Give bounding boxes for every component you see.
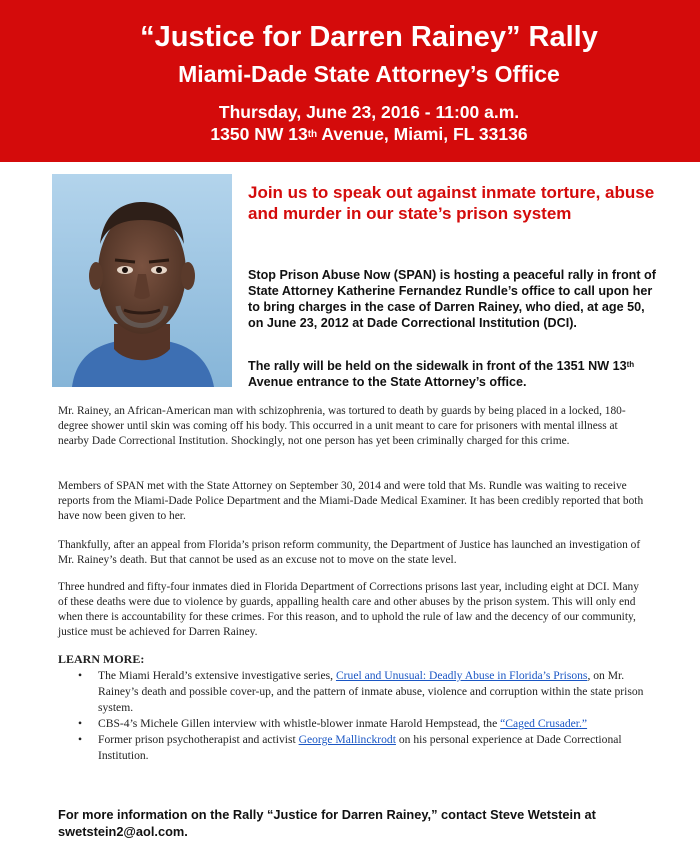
portrait-photo — [52, 174, 232, 387]
bullet-icon: • — [78, 733, 83, 746]
paragraph: Members of SPAN met with the State Attorney on September 30, 2014 and were told that Ms. Rundle was waiting to receive reports from the Miami-Dade Police Department and the Miami-Dade Medical Examiner. It has been credibly reported that both have now been given to her. — [58, 480, 644, 522]
bullet-icon: • — [78, 717, 83, 730]
bullet-icon: • — [78, 669, 83, 682]
rally-subtitle: Miami-Dade State Attorney’s Office — [178, 61, 560, 87]
rally-date: Thursday, June 23, 2016 - 11:00 a.m. — [218, 102, 520, 122]
miami-herald-link[interactable]: Cruel and Unusual: Deadly Abuse in Florida’s Prisons — [335, 669, 588, 682]
learn-more-heading: LEARN MORE: — [58, 652, 145, 666]
caged-crusader-link[interactable]: “Caged Crusader.” — [500, 717, 588, 730]
list-item: • CBS-4’s Michele Gillen interview with whistle-blower inmate Harold Hempstead, the “Caged Crusader.” — [78, 717, 588, 730]
rally-title: “Justice for Darren Rainey” Rally — [140, 21, 598, 53]
rally-address: 1350 NW 13th Avenue, Miami, FL 33136 — [210, 124, 528, 144]
header-banner — [0, 0, 700, 162]
contact-footer: For more information on the Rally “Justice for Darren Rainey,” contact Steve Wetstein at swetstein2@aol.com. — [58, 807, 596, 839]
george-mallinckrodt-link[interactable]: George Mallinckrodt — [298, 733, 396, 746]
paragraph: Mr. Rainey, an African-American man with schizophrenia, was tortured to death by guards by being placed in a locked, 180-degree shower until skin was coming off his body. This occurred in a unit meant to care for prisoners with mental illness at nearby Dade Correctional Institution. Shockingly, not one person has yet been criminally charged for this crime. — [58, 405, 626, 447]
rally-location: The rally will be held on the sidewalk in front of the 1351 NW 13th Avenue entrance to the State Attorney’s office. — [248, 359, 635, 389]
paragraph: Thankfully, after an appeal from Florida’s prison reform community, the Department of Justice has launched an investigation of Mr. Rainey’s death. But that cannot be used as an excuse not to move on the state level. — [58, 539, 641, 566]
learn-more-list — [58, 668, 658, 764]
list-item: • Former prison psychotherapist and activist George Mallinckrodt on his personal experience at Dade Correctional Institution. — [78, 733, 622, 762]
rally-intro: Stop Prison Abuse Now (SPAN) is hosting a peaceful rally in front of State Attorney Katherine Fernandez Rundle’s office to call upon her to bring charges in the case of Darren Rainey, who died, at age 50, on June 23, 2012 at Dade Correctional Institution (DCI). — [248, 268, 656, 330]
headline: Join us to speak out against inmate torture, abuse and murder in our state’s prison system — [248, 183, 655, 223]
paragraph: Three hundred and fifty-four inmates died in Florida Department of Corrections prisons last year, including eight at DCI. Many of these deaths were due to violence by guards, appalling health care and other abuses by the prison system. This will only end when there is accountability for these crimes. For this reason, and to uphold the rule of law and the decency of our community, justice must be achieved for Darren Rainey. — [58, 581, 639, 638]
list-item: • The Miami Herald’s extensive investigative series, Cruel and Unusual: Deadly Abuse in Florida’s Prisons, on Mr. Rainey’s death and possible cover-up, and the pattern of inmate abuse, violence and corruption within the state prison system. — [78, 669, 644, 714]
